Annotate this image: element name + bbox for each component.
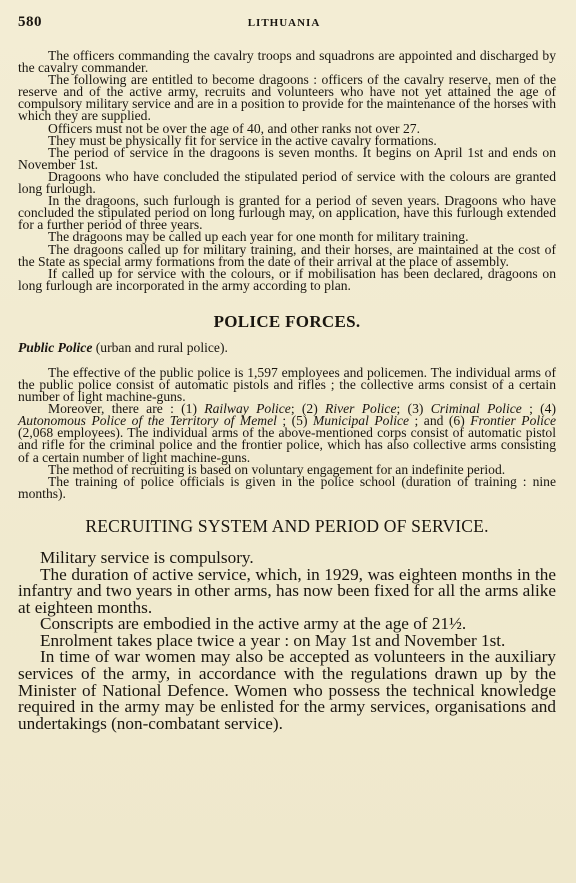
paragraph: In the dragoons, such furlough is granted for a period of seven years. Dragoons who have concluded the stipulated period on long furlough may, on application, have this furlough extended for a further period of three years. — [18, 193, 556, 233]
italic-term: Autonomous Police of the Territory of Memel — [18, 413, 277, 429]
italic-term: River Police — [325, 401, 397, 417]
sub-heading-public-police — [18, 341, 556, 355]
running-title: LITHUANIA — [247, 17, 321, 29]
italic-term: Railway Police — [204, 401, 291, 417]
paragraph: Military service is compulsory. — [40, 547, 254, 567]
section-heading-police: POLICE FORCES. — [213, 311, 361, 331]
text-run: (2,068 employees). The individual arms of the above-mentioned corps consist of automatic pistol and rifle for the criminal police and the frontier police, which has also collective arms consisting of a certain number of light machine-guns. — [18, 425, 556, 465]
police-section — [18, 364, 556, 501]
text-run: ; (5) — [276, 413, 313, 429]
italic-term: Municipal Police — [312, 413, 410, 429]
paragraph: Enrolment takes place twice a year : on May 1st and November 1st. — [40, 630, 506, 650]
running-head — [18, 14, 556, 34]
paragraph: In time of war women may also be accepted as volunteers in the auxiliary services of the army, in accordance with the regulations drawn up by the Minister of National Defence. Women who possess the technical knowledge required in the army may be enlisted for the army services, organisations and undertakings (non-combatant service). — [18, 647, 556, 733]
sub-heading-italic: Public Police — [18, 339, 93, 355]
paragraph: If called up for service with the colours, or if mobilisation has been declared, dragoons on long furlough are incorporated in the army according to plan. — [18, 265, 556, 293]
paragraph: Officers must not be over the age of 40, and other ranks not over 27. — [48, 120, 420, 136]
paragraph: The officers commanding the cavalry troops and squadrons are appointed and discharged by the cavalry commander. — [18, 48, 556, 76]
paragraph: The method of recruiting is based on voluntary engagement for an indefinite period. — [48, 461, 506, 477]
text-run: ; (4) — [521, 401, 556, 417]
text-run: ; and (6) — [409, 413, 471, 429]
paragraph: The period of service in the dragoons is seven months. It begins on April 1st and ends on November 1st. — [18, 144, 556, 172]
italic-term: Frontier Police — [470, 413, 556, 429]
page-number: 580 — [18, 14, 42, 30]
recruiting-section — [18, 547, 556, 733]
text-run: Moreover, there are : (1) — [48, 401, 205, 417]
paragraph: The duration of active service, which, in 1929, was eighteen months in the infantry and two years in other arms, has now been fixed for all the arms alike at eighteen months. — [18, 564, 556, 617]
sub-heading-rest: (urban and rural police). — [92, 339, 228, 355]
paragraph-police-corps — [18, 403, 556, 463]
paragraph: The dragoons may be called up each year for one month for military training. — [48, 229, 469, 245]
text-run: ; (2) — [290, 401, 326, 417]
paragraph: The following are entitled to become dragoons : officers of the cavalry reserve, men of the reserve and of the active army, recruits and volunteers who have not yet attained the age of compulsory military service and are in a position to provide for the maintenance of the horses with which they are supplied. — [18, 72, 556, 124]
section-heading-recruiting: RECRUITING SYSTEM AND PERIOD OF SERVICE. — [85, 515, 489, 536]
paragraph: The dragoons called up for military training, and their horses, are maintained at the cost of the State as special army formations from the date of their arrival at the place of assembly. — [18, 241, 556, 269]
text-run: ; (3) — [396, 401, 431, 417]
cavalry-section — [18, 50, 556, 292]
paragraph: The training of police officials is given in the police school (duration of training : nine months). — [18, 473, 556, 501]
italic-term: Criminal Police — [430, 401, 522, 417]
paragraph: Dragoons who have concluded the stipulated period of service with the colours are granted long furlough. — [18, 168, 556, 197]
paragraph: The effective of the public police is 1,597 employees and policemen. The individual arms of the public police consist of automatic pistols and rifles ; the collective arms consist of a certain number of light machine-guns. — [18, 364, 556, 405]
paragraph: Conscripts are embodied in the active army at the age of 21½. — [40, 614, 467, 634]
paragraph: They must be physically fit for service in the active cavalry formations. — [48, 132, 437, 148]
